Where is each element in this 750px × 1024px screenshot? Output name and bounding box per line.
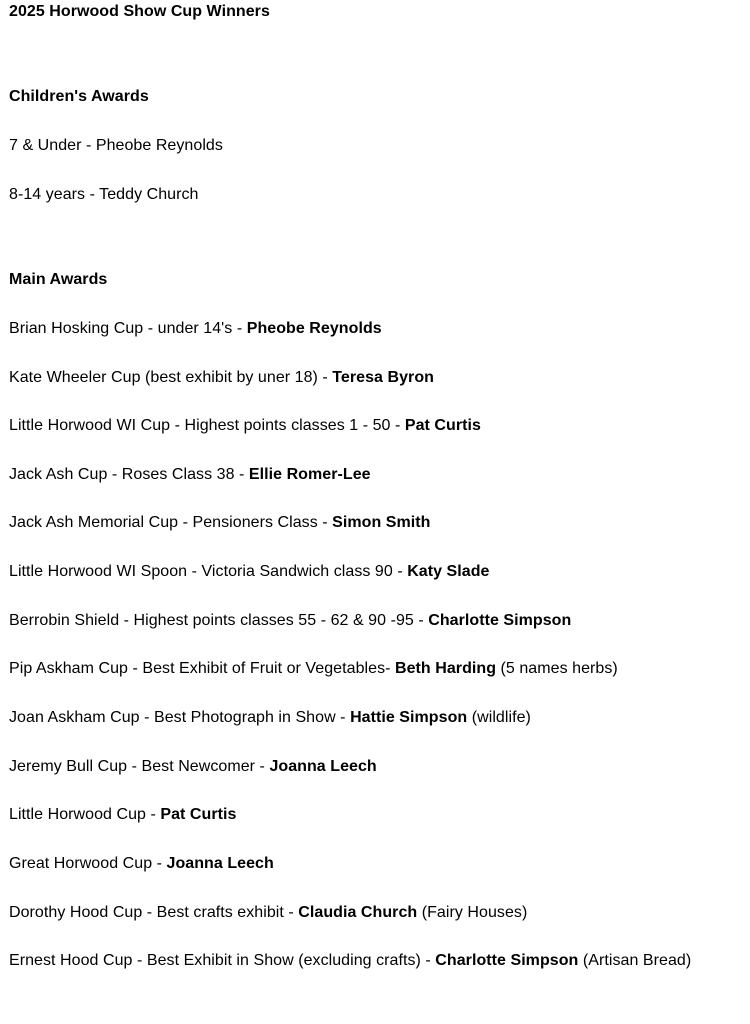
award-description: Brian Hosking Cup - under 14's -	[9, 320, 247, 337]
award-note: (wildlife)	[467, 709, 531, 726]
award-line	[9, 367, 434, 389]
award-line	[9, 804, 236, 826]
award-winner: Charlotte Simpson	[428, 612, 572, 629]
award-winner: Ellie Romer-Lee	[248, 466, 371, 483]
award-winner: Claudia Church	[298, 904, 418, 921]
award-note: (5 names herbs)	[496, 660, 618, 677]
award-winner: Katy Slade	[407, 563, 490, 580]
award-winner: Pat Curtis	[160, 806, 237, 823]
award-line	[9, 756, 377, 778]
children-award-line: 8-14 years - Teddy Church	[9, 186, 199, 203]
award-description: Kate Wheeler Cup (best exhibit by uner 18) -	[9, 369, 333, 386]
award-line	[9, 464, 371, 486]
award-description: Little Horwood WI Cup - Highest points classes 1 - 50 -	[9, 417, 405, 434]
award-description: Jeremy Bull Cup - Best Newcomer -	[9, 758, 270, 775]
award-description: Pip Askham Cup - Best Exhibit of Fruit or Vegetables-	[9, 660, 395, 677]
award-line	[9, 512, 431, 534]
children-award-line: 7 & Under - Pheobe Reynolds	[9, 137, 223, 154]
award-line	[9, 707, 531, 729]
award-description: Ernest Hood Cup - Best Exhibit in Show (excluding crafts) -	[9, 952, 436, 969]
main-awards-heading: Main Awards	[9, 271, 108, 288]
award-winner: Simon Smith	[332, 514, 431, 531]
award-description: Great Horwood Cup -	[9, 855, 167, 872]
award-note: (Artisan Bread)	[578, 952, 692, 969]
award-description: Joan Askham Cup - Best Photograph in Show -	[9, 709, 351, 726]
award-winner: Teresa Byron	[332, 369, 434, 386]
award-description: Jack Ash Memorial Cup - Pensioners Class -	[9, 514, 333, 531]
award-description: Berrobin Shield - Highest points classes 55 - 62 & 90 -95 -	[9, 612, 429, 629]
award-winner: Pat Curtis	[404, 417, 481, 434]
document-title: 2025 Horwood Show Cup Winners	[9, 3, 270, 20]
award-line	[9, 658, 618, 680]
award-description: Little Horwood Cup -	[9, 806, 161, 823]
award-line	[9, 853, 274, 875]
award-description: Little Horwood WI Spoon - Victoria Sandwich class 90 -	[9, 563, 408, 580]
award-winner: Beth Harding	[395, 660, 497, 677]
award-winner: Hattie Simpson	[350, 709, 468, 726]
award-line	[9, 902, 527, 924]
award-line	[9, 415, 481, 437]
award-winner: Charlotte Simpson	[435, 952, 579, 969]
award-description: Jack Ash Cup - Roses Class 38 -	[9, 466, 249, 483]
award-note: (Fairy Houses)	[417, 904, 528, 921]
award-winner: Joanna Leech	[166, 855, 274, 872]
award-line	[9, 610, 571, 632]
award-description: Dorothy Hood Cup - Best crafts exhibit -	[9, 904, 299, 921]
children-awards-heading: Children's Awards	[9, 88, 149, 105]
award-winner: Joanna Leech	[269, 758, 377, 775]
award-line	[9, 561, 490, 583]
award-winner: Pheobe Reynolds	[246, 320, 382, 337]
award-line	[9, 950, 691, 972]
award-line	[9, 318, 382, 340]
